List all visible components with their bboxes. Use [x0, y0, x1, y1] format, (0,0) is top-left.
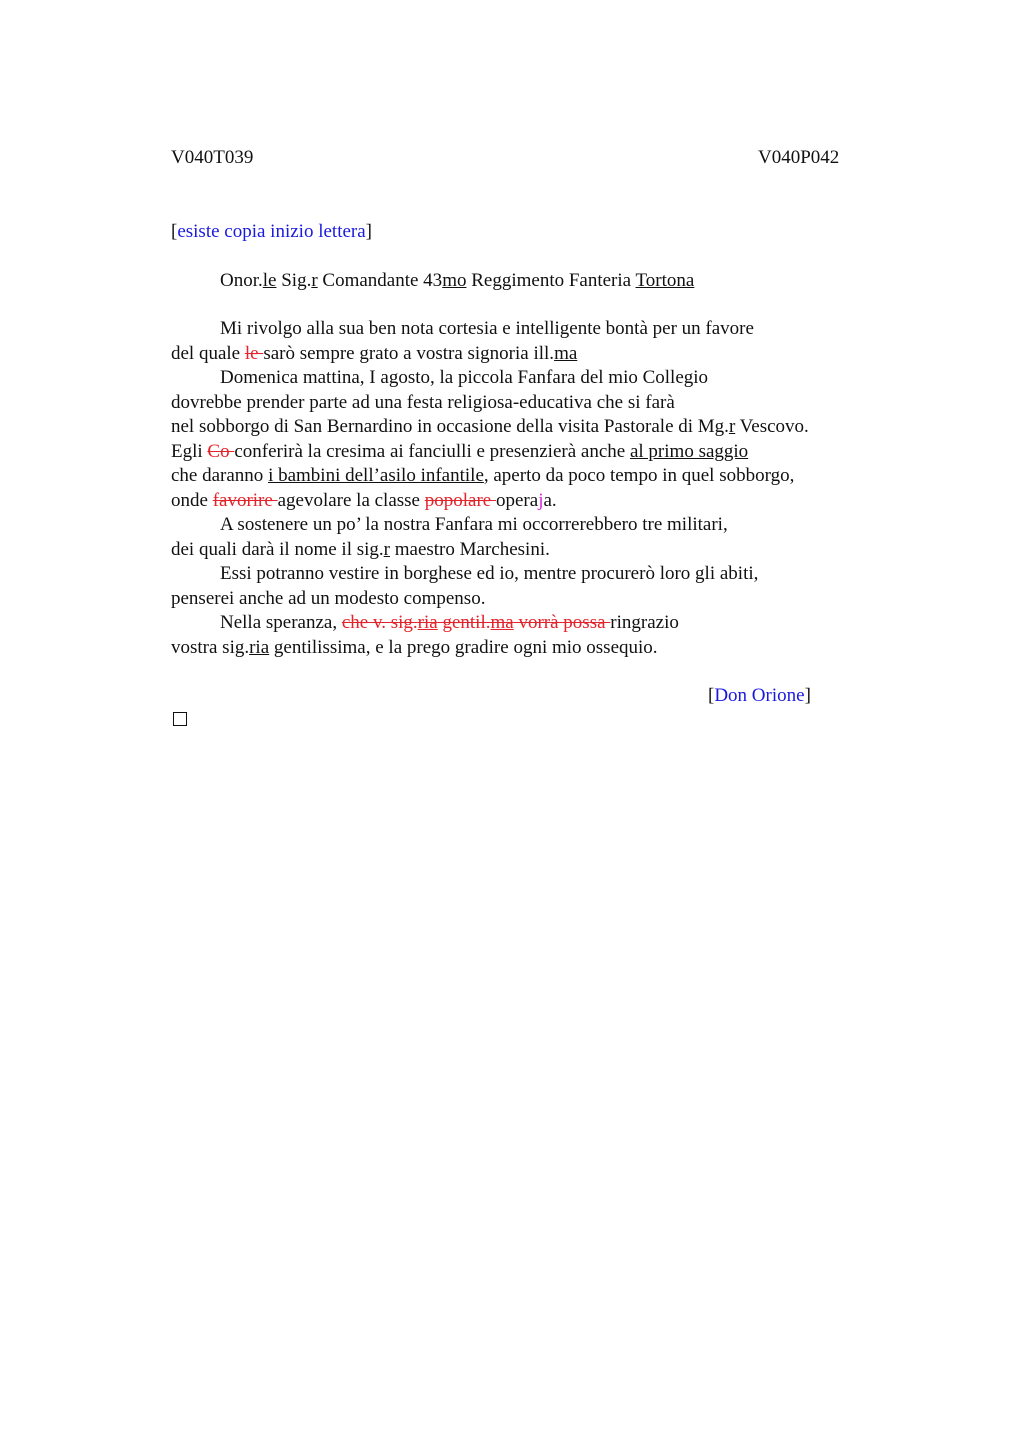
address-abbrev: r [311, 270, 318, 291]
address-abbrev: mo [442, 270, 467, 291]
address-part: Onor. [220, 270, 263, 291]
body-line: Domenica mattina, I agosto, la piccola Fanfara del mio Collegio [220, 367, 709, 388]
body-line: vostra sig.ria gentilissima, e la prego gradire ogni mio ossequio. [171, 636, 658, 658]
body-line: penserei anche ad un modesto compenso. [171, 587, 486, 609]
deleted-text: gentil. [437, 612, 491, 633]
address-part: Reggimento Fanteria [466, 270, 636, 291]
deleted-text: ma [490, 612, 514, 633]
editorial-note [171, 220, 372, 244]
volume-code-right: V040P042 [758, 147, 840, 168]
body-line: nel sobborgo di San Bernardino in occasione della visita Pastorale di Mg.r Vescovo. [171, 416, 809, 437]
deleted-text: vorrà possa [513, 612, 611, 633]
volume-code-left: V040T039 [171, 147, 254, 168]
body-line: Nella speranza, che v. sig.ria gentil.ma vorrà possa ringrazio [220, 612, 679, 633]
deleted-text: Co [207, 440, 235, 462]
body-line: Mi rivolgo alla sua ben nota cortesia e intelligente bontà per un favore [220, 318, 754, 339]
body-line: A sostenere un po’ la nostra Fanfara mi occorrerebbero tre militari, [220, 514, 728, 535]
body-line: dovrebbe prender parte ad una festa religiosa-educativa che si farà [171, 391, 675, 413]
address-abbrev: le [262, 270, 277, 291]
letter-address [220, 269, 694, 293]
address-city: Tortona [635, 270, 695, 291]
body-line: Essi potranno vestire in borghese ed io, mentre procurerò loro gli abiti, [220, 563, 759, 584]
end-mark-box-icon [173, 712, 187, 726]
deleted-text: popolare [424, 489, 496, 511]
signature: [Don Orione] [708, 685, 811, 706]
body-line: onde favorire agevolare la classe popolare operaja. [171, 489, 557, 511]
bracket-close: ] [365, 221, 372, 242]
deleted-text: favorire [212, 489, 278, 511]
bracket-open: [ [171, 221, 178, 242]
address-part: Sig. [276, 270, 312, 291]
deleted-text: ria [417, 612, 438, 633]
body-line: che daranno i bambini dell’asilo infantile, aperto da poco tempo in quel sobborgo, [171, 465, 795, 486]
inserted-text: j [538, 489, 544, 511]
letter-body [171, 317, 891, 660]
body-line: Egli Co conferirà la cresima ai fanciulli e presenzierà anche al primo saggio [171, 440, 749, 462]
address-part: Comandante 43 [317, 270, 443, 291]
deleted-text: che v. sig. [341, 612, 418, 633]
editorial-note-text: esiste copia inizio lettera [177, 221, 366, 242]
body-line: del quale le sarò sempre grato a vostra signoria ill.ma [171, 342, 578, 364]
body-line: dei quali darà il nome il sig.r maestro Marchesini. [171, 538, 550, 560]
signature-name: Don Orione [714, 685, 805, 706]
deleted-text: le [244, 342, 264, 364]
